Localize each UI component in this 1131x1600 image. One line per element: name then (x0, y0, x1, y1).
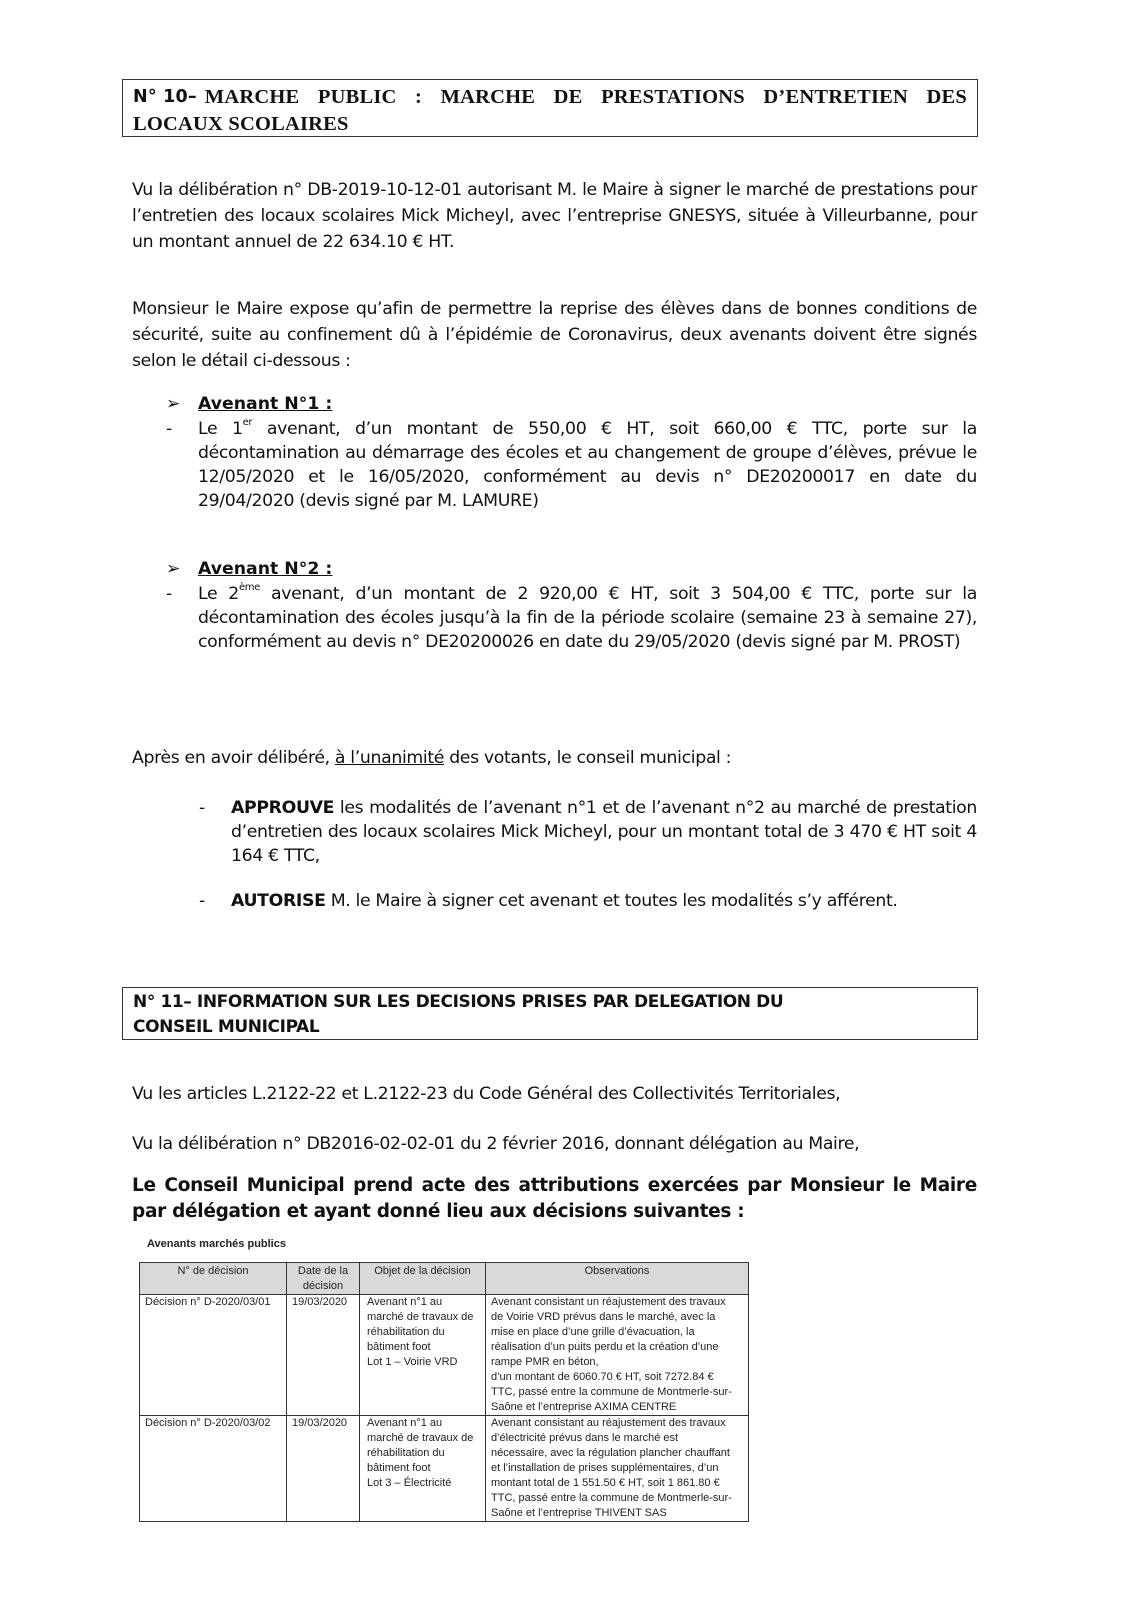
observation-line: rampe PMR en béton, (491, 1356, 599, 1368)
arrow-bullet-icon: ➢ (166, 559, 181, 579)
cell-date: 19/03/2020 (287, 1295, 360, 1416)
unanimity-text: à l’unanimité (334, 748, 445, 768)
deliberation-prefix: Après en avoir délibéré, (132, 748, 335, 768)
cell-numero: Décision n° D-2020/03/01 (140, 1295, 287, 1416)
observation-line: Saône et l’entreprise AXIMA CENTRE (491, 1401, 677, 1413)
observation-line: Saône et l’entreprise THIVENT SAS (491, 1507, 667, 1519)
header-date-line1: Date de la (297, 1265, 349, 1277)
observation-line: mise en place d’une grille d’évacuation, la (491, 1326, 695, 1338)
section-11-title-line1: N° 11– INFORMATION SUR LES DECISIONS PRISES PAR DELEGATION DU (133, 992, 784, 1012)
objet-line: Lot 3 – Électricité (367, 1477, 452, 1489)
section-10-title-box (122, 79, 978, 137)
avenant-1-item (166, 417, 978, 513)
avenant-1-superscript: er (242, 417, 253, 429)
section-11-title-box (122, 987, 978, 1040)
section-10-intro-paragraph: Vu la délibération n° DB-2019-10-12-01 autorisant M. le Maire à signer le marché de prestations pour l’entretien des locaux scolaires Mick Micheyl, avec l’entreprise GNESYS, située à Villeurbanne, pour un montant annuel de 22 634.10 € HT. (132, 180, 977, 252)
observation-line: TTC, passé entre la commune de Montmerle-sur- (491, 1386, 732, 1398)
objet-line: Lot 1 – Voirie VRD (367, 1356, 458, 1368)
section-10-exposition-paragraph: Monsieur le Maire expose qu’afin de permettre la reprise des élèves dans de bonnes conditions de sécurité, suite au confinement dû à l’épidémie de Coronavirus, deux avenants doivent être signés selon le détail ci-dessous : (132, 299, 977, 371)
avenant-2-heading-text: Avenant N°2 : (198, 559, 333, 579)
cell-objet (360, 1295, 486, 1416)
observation-line: nécessaire, avec la régulation plancher chauffant (491, 1447, 730, 1459)
table-row (140, 1295, 749, 1416)
section-11-delegation-paragraph: Vu la délibération n° DB2016-02-02-01 du 2 février 2016, donnant délégation au Maire, (132, 1134, 860, 1154)
avenant-2-superscript: ème (238, 582, 260, 594)
cell-date: 19/03/2020 (287, 1416, 360, 1522)
observation-line: et l’installation de prises supplémentaires, d’un (491, 1462, 719, 1474)
table-caption: Avenants marchés publics (147, 1238, 286, 1250)
decisions-table (139, 1262, 749, 1522)
dash-bullet: - (199, 798, 205, 818)
avenant-1-heading-text: Avenant N°1 : (198, 394, 333, 414)
observation-line: d’un montant de 6060.70 € HT, soit 7272.84 € (491, 1371, 714, 1383)
cell-objet (360, 1416, 486, 1522)
section-11-articles-paragraph: Vu les articles L.2122-22 et L.2122-23 du Code Général des Collectivités Territoriales, (132, 1084, 841, 1104)
dash-bullet: - (166, 584, 172, 604)
observation-line: d’électricité prévus dans le marché est (491, 1432, 679, 1444)
observation-line: Avenant consistant au réajustement des travaux (491, 1417, 726, 1429)
objet-line: réhabilitation du (367, 1326, 445, 1338)
dash-bullet: - (199, 891, 205, 911)
header-date (287, 1263, 360, 1295)
section-10-title-line2: LOCAUX SCOLAIRES (133, 113, 349, 135)
objet-line: Avenant n°1 au (367, 1296, 443, 1308)
header-objet: Objet de la décision (360, 1263, 486, 1295)
deliberation-paragraph (132, 745, 977, 771)
section-11-title-line2: CONSEIL MUNICIPAL (133, 1017, 320, 1037)
approuve-text: les modalités de l’avenant n°1 et de l’avenant n°2 au marché de prestation d’entretien des locaux scolaires Mick Micheyl, pour un montant total de 3 470 € HT soit 4 164 € TTC, (231, 798, 977, 866)
table-header-row (140, 1263, 749, 1295)
observation-line: de Voirie VRD prévus dans le marché, avec la (491, 1311, 716, 1323)
cell-observations (486, 1295, 749, 1416)
avenant-1-text: avenant, d’un montant de 550,00 € HT, soit 660,00 € TTC, porte sur la décontamination au démarrage des écoles et au changement de groupe d’élèves, prévue le 12/05/2020 et le 16/05/2020, conformément au devis n° DE20200017 en date du 29/04/2020 (devis signé par M. LAMURE) (198, 419, 978, 511)
observation-line: montant total de 1 551.50 € HT, soit 1 861.80 € (491, 1477, 720, 1489)
section-10-title-text: MARCHE PUBLIC : MARCHE DE PRESTATIONS D’ENTRETIEN DES (204, 86, 967, 108)
table-row (140, 1416, 749, 1522)
approuve-keyword: APPROUVE (231, 798, 335, 818)
observation-line: réalisation d’un puits perdu et la création d’une (491, 1341, 719, 1353)
deliberation-suffix: des votants, le conseil municipal : (444, 748, 732, 768)
observation-line: Avenant consistant un réajustement des travaux (491, 1296, 726, 1308)
autorise-keyword: AUTORISE (231, 891, 326, 911)
cell-numero: Décision n° D-2020/03/02 (140, 1416, 287, 1522)
objet-line: réhabilitation du (367, 1447, 445, 1459)
objet-line: marché de travaux de (367, 1432, 474, 1444)
observation-line: TTC, passé entre la commune de Montmerle-sur- (491, 1492, 732, 1504)
decision-autorise (199, 889, 977, 913)
objet-line: bâtiment foot (367, 1462, 431, 1474)
avenant-2-text: avenant, d’un montant de 2 920,00 € HT, soit 3 504,00 € TTC, porte sur la décontamination des écoles jusqu’à la fin de la période scolaire (semaine 23 à semaine 27), conformément au devis n° DE20200026 en date du 29/05/2020 (devis signé par M. PROST) (198, 584, 977, 652)
avenant-1-text-prefix: Le 1 (198, 419, 243, 439)
cell-observations (486, 1416, 749, 1522)
section-11-acknowledgement: Le Conseil Municipal prend acte des attributions exercées par Monsieur le Maire par délégation et ayant donné lieu aux décisions suivantes : (132, 1175, 977, 1222)
avenant-2-text-prefix: Le 2 (198, 584, 239, 604)
objet-line: marché de travaux de (367, 1311, 474, 1323)
avenant-1-heading (166, 391, 332, 417)
arrow-bullet-icon: ➢ (166, 394, 181, 414)
avenant-2-item (166, 582, 977, 654)
avenant-2-heading (166, 556, 332, 582)
objet-line: Avenant n°1 au (367, 1417, 443, 1429)
section-10-title-line1 (133, 84, 967, 111)
objet-line: bâtiment foot (367, 1341, 431, 1353)
dash-bullet: - (166, 419, 172, 439)
autorise-text: M. le Maire à signer cet avenant et toutes les modalités s’y afférent. (325, 891, 898, 911)
decision-approuve (199, 796, 977, 868)
section-10-number: N° 10– (133, 87, 197, 107)
header-observations: Observations (486, 1263, 749, 1295)
header-numero: N° de décision (140, 1263, 287, 1295)
header-date-line2: décision (302, 1280, 344, 1292)
